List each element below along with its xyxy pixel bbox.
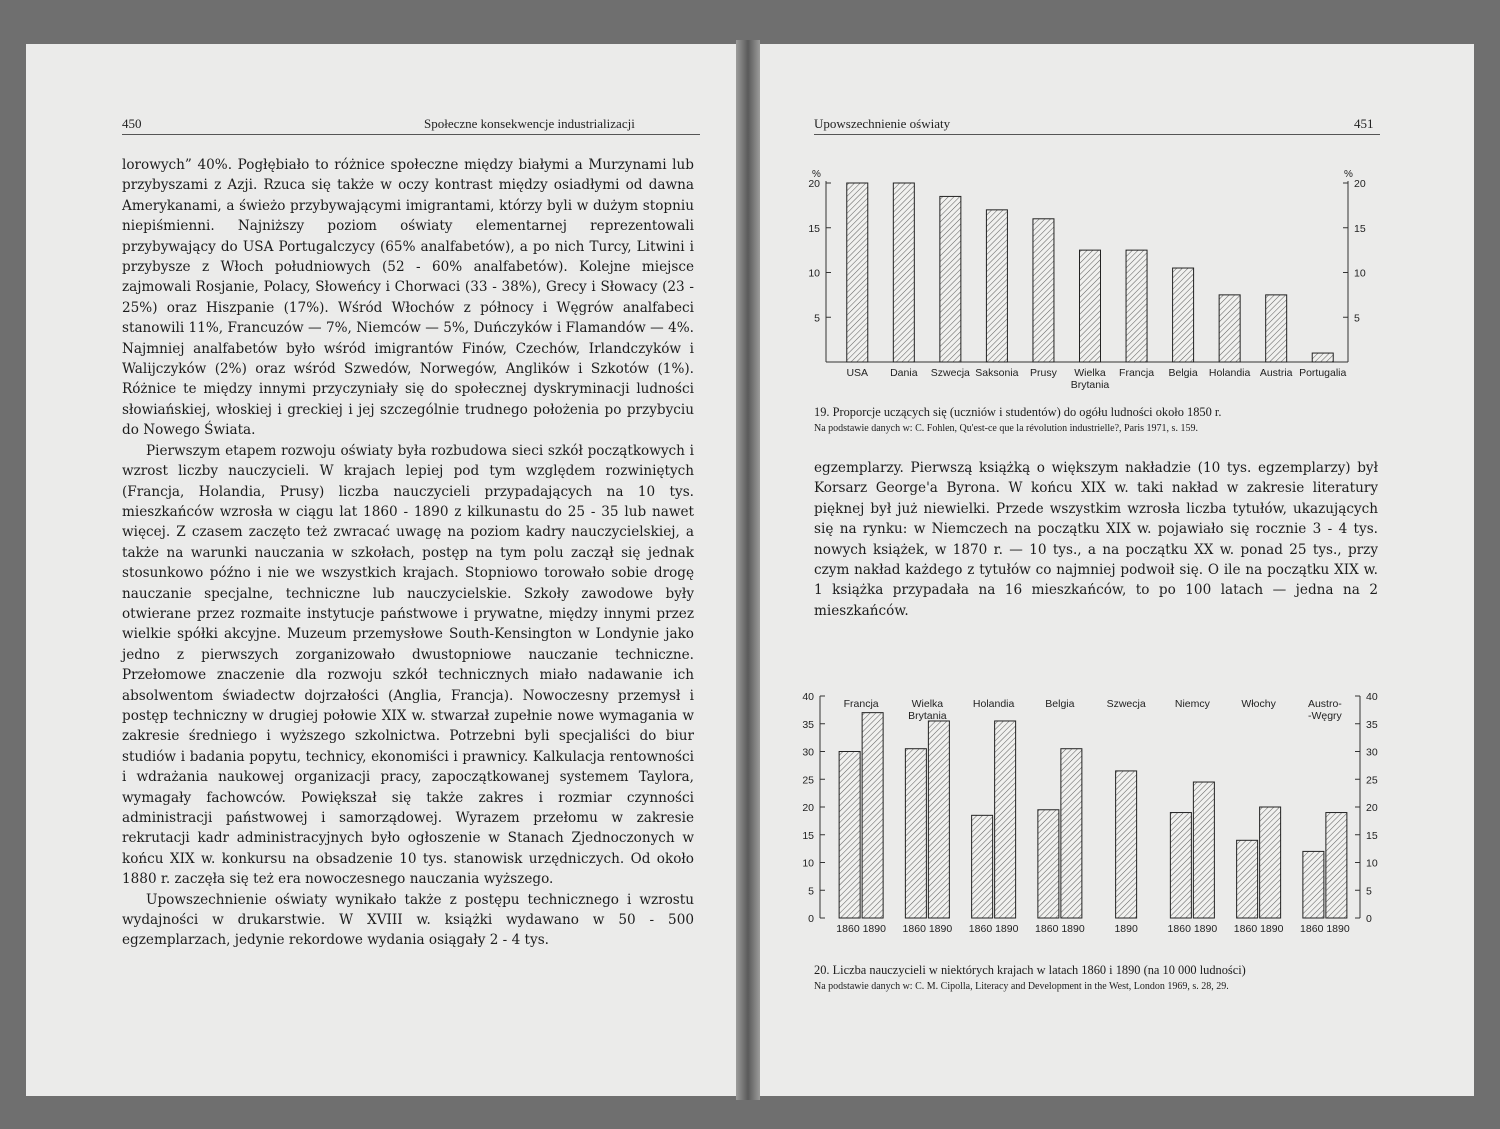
y-tick-label-left: 20 bbox=[802, 802, 814, 814]
bar bbox=[893, 183, 914, 362]
group-label: Wielka bbox=[911, 698, 944, 710]
y-tick-label-right: 20 bbox=[1366, 802, 1378, 814]
x-tick-label: Portugalia bbox=[1299, 367, 1347, 379]
chart-19-svg bbox=[794, 164, 1384, 394]
x-tick-label: Saksonia bbox=[975, 367, 1019, 379]
figure-19-chart bbox=[794, 164, 1384, 398]
figure-19-caption-block bbox=[814, 404, 1380, 435]
x-tick-label: 1860 1890 bbox=[836, 923, 886, 935]
y-tick-label-left: 20 bbox=[808, 178, 820, 190]
chart-20-svg bbox=[790, 640, 1390, 945]
group-label: Brytania bbox=[908, 710, 947, 722]
bar bbox=[1080, 250, 1101, 362]
bar-1890 bbox=[995, 721, 1016, 918]
y-tick-label-right: 25 bbox=[1366, 774, 1378, 787]
group-label: Austro- bbox=[1307, 698, 1342, 710]
paragraph: lorowych” 40%. Pogłębiało to różnice społeczne między białymi a Murzynami lub przybyszami z Azji. Rzuca się także w oczy kontrast między osiadłymi od dawna Amerykanami, a świeżo przybywającymi imigrantami, którzy byli w dużym stopniu niepiśmienni. Najniższy poziom oświaty elementarnej reprezentowali przybywający do USA Portugalczycy (65% analfabetów), a po nich Turcy, Litwini i przybysze z Włoch południowych (52 - 60% analfabetów). Kolejne miejsce zajmowali Rosjanie, Polacy, Słoweńcy i Chorwaci (33 - 38%), Grecy i Słowacy (23 - 25%) oraz Hiszpanie (17%). Wśród Włochów z północy i Węgrów analfabeci stanowili 11%, Francuzów — 7%, Niemców — 5%, Duńczyków i Flamandów — 4%. Najmniej analfabetów było wśród imigrantów Finów, Czechów, Irlandczyków i Walijczyków (2%) oraz wśród Szwedów, Norwegów, Anglików i Szkotów (1%). Różnice te między innymi przyczyniały się do społecznej dyskryminacji ludności słowiańskiej, włoskiej i greckiej i jej szczególnie trudnego położenia po przybyciu do Nowego Świata. bbox=[122, 157, 694, 439]
x-tick-label: 1890 bbox=[1114, 923, 1138, 935]
y-tick-label-left: 30 bbox=[802, 746, 814, 759]
x-tick-label: Austria bbox=[1259, 367, 1293, 379]
y-unit-label-right: % bbox=[1344, 169, 1353, 180]
y-tick-label-right: 5 bbox=[1354, 312, 1360, 325]
y-tick-label-right: 10 bbox=[1366, 857, 1378, 870]
x-tick-label: 1860 1890 bbox=[1233, 923, 1284, 935]
bar-1860 bbox=[1038, 810, 1059, 918]
x-tick-label: Brytania bbox=[1070, 379, 1110, 391]
figure-19-caption: 19. Proporcje uczących się (uczniów i studentów) do ogółu ludności około 1850 r. bbox=[814, 405, 1222, 419]
y-tick-label-left: 5 bbox=[808, 885, 814, 898]
bar-1890 bbox=[1260, 807, 1281, 918]
bar-1860 bbox=[1303, 851, 1324, 918]
bar bbox=[1173, 268, 1194, 362]
bar-1890 bbox=[862, 713, 883, 918]
x-tick-label: 1860 1890 bbox=[902, 923, 953, 935]
bar bbox=[1033, 219, 1054, 362]
bar-1860 bbox=[1237, 840, 1258, 918]
running-title-right: Upowszechnienie oświaty bbox=[814, 116, 951, 131]
x-tick-label: Wielka bbox=[1074, 367, 1106, 379]
page-number-left: 450 bbox=[122, 116, 142, 131]
header-rule bbox=[814, 134, 1380, 135]
y-tick-label-left: 15 bbox=[808, 222, 820, 235]
y-tick-label-right: 15 bbox=[1354, 222, 1366, 235]
bar-1860 bbox=[839, 752, 860, 919]
bar-1860 bbox=[972, 815, 993, 918]
y-tick-label-left: 10 bbox=[802, 857, 814, 870]
y-tick-label-right: 35 bbox=[1366, 718, 1378, 731]
y-tick-label-right: 15 bbox=[1366, 829, 1378, 842]
y-tick-label-left: 35 bbox=[802, 718, 814, 731]
right-body-text bbox=[814, 458, 1378, 621]
bar bbox=[1219, 295, 1240, 362]
y-tick-label-right: 30 bbox=[1366, 746, 1378, 759]
y-tick-label-left: 25 bbox=[802, 774, 814, 787]
group-label: Belgia bbox=[1045, 698, 1075, 710]
bar bbox=[986, 210, 1007, 362]
bar-1890 bbox=[1326, 813, 1347, 918]
group-label: Niemcy bbox=[1174, 698, 1210, 710]
x-tick-label: 1860 1890 bbox=[1167, 923, 1218, 935]
y-unit-label-left: % bbox=[812, 169, 821, 180]
group-label: Holandia bbox=[972, 698, 1015, 710]
bar bbox=[1266, 295, 1287, 362]
x-tick-label: USA bbox=[846, 367, 869, 379]
y-tick-label-left: 40 bbox=[802, 691, 814, 703]
bar-1890 bbox=[1061, 749, 1082, 918]
y-tick-label-right: 40 bbox=[1366, 691, 1378, 703]
left-page bbox=[26, 44, 736, 1096]
paragraph: Upowszechnienie oświaty wynikało także z postępu technicznego i wzrostu wydajności w drukarstwie. W XVIII w. książki wydawano w 50 - 500 egzemplarzach, jedynie rekordowe wydania osiągały 2 - 4 tys. bbox=[122, 891, 694, 949]
x-tick-label: Francja bbox=[1119, 367, 1155, 379]
x-tick-label: Prusy bbox=[1030, 367, 1057, 379]
x-tick-label: Holandia bbox=[1208, 367, 1251, 379]
y-tick-label-left: 10 bbox=[808, 267, 820, 280]
x-tick-label: Belgia bbox=[1168, 367, 1198, 379]
bar-1890 bbox=[1193, 782, 1214, 918]
paragraph: egzemplarzy. Pierwszą książką o większym nakładzie (10 tys. egzemplarzy) był Korsarz George'a Byrona. W końcu XIX w. taki nakład w zakresie literatury pięknej był już niewielki. Przede wszystkim wzrosła liczba tytułów, ukazujących się na rynku: w Niemczech na początku XIX w. pojawiało się rocznie 3 - 4 tys. nowych książek, w 1870 r. — 10 tys., a na początku XX w. ponad 25 tys., przy czym nakład każdego z tytułów co najmniej podwoił się. O ile na początku XIX w. 1 książka przypadała na 16 mieszkańców, to po 100 latach — jedna na 2 mieszkańców. bbox=[814, 460, 1378, 619]
book-gutter bbox=[736, 40, 760, 1100]
left-body-text bbox=[122, 155, 694, 951]
group-label: Szwecja bbox=[1106, 698, 1146, 710]
x-tick-label: Dania bbox=[890, 367, 918, 379]
group-label: Włochy bbox=[1241, 698, 1276, 710]
figure-20-caption: 20. Liczba nauczycieli w niektórych krajach w latach 1860 i 1890 (na 10 000 ludności) bbox=[814, 963, 1246, 977]
figure-20-caption-block bbox=[814, 962, 1380, 993]
figure-20-source: Na podstawie danych w: C. M. Cipolla, Literacy and Development in the West, London 1969, s. 28, 29. bbox=[814, 981, 1229, 992]
y-tick-label-left: 5 bbox=[814, 312, 820, 325]
y-tick-label-right: 20 bbox=[1354, 178, 1366, 190]
page-number-right: 451 bbox=[1354, 116, 1374, 131]
group-label: -Węgry bbox=[1307, 710, 1342, 722]
x-tick-label: Szwecja bbox=[930, 367, 970, 379]
x-tick-label: 1860 1890 bbox=[1035, 923, 1085, 935]
figure-20-chart bbox=[790, 640, 1390, 949]
right-page bbox=[760, 44, 1474, 1096]
x-tick-label: 1860 1890 bbox=[968, 923, 1019, 935]
group-label: Francja bbox=[843, 698, 879, 710]
x-tick-label: 1860 1890 bbox=[1300, 923, 1350, 935]
bar-1860 bbox=[1170, 813, 1191, 918]
bar bbox=[1126, 250, 1147, 362]
y-tick-label-left: 0 bbox=[808, 913, 814, 925]
running-title-left: Społeczne konsekwencje industrializacji bbox=[424, 116, 635, 131]
figure-19-source: Na podstawie danych w: C. Fohlen, Qu'est-ce que la révolution industrielle?, Paris 1971, s. 159. bbox=[814, 423, 1198, 434]
y-tick-label-right: 0 bbox=[1366, 913, 1372, 925]
bar bbox=[1312, 353, 1333, 362]
y-tick-label-right: 5 bbox=[1366, 885, 1372, 898]
bar-1890 bbox=[1116, 771, 1137, 918]
header-rule bbox=[122, 134, 700, 135]
paragraph: Pierwszym etapem rozwoju oświaty była rozbudowa sieci szkół początkowych i wzrost liczby nauczycieli. W krajach lepiej pod tym względem rozwiniętych (Francja, Holandia, Prusy) liczba nauczycieli przypadających na 10 tys. mieszkańców wzrosła w ciągu lat 1860 - 1890 z kilkunastu do 25 - 35 lub nawet więcej. Z czasem zaczęto też zwracać uwagę na poziom kadry nauczycielskiej, a także na warunki nauczania w szkołach, postęp na tym polu zaczął się jednak stosunkowo późno i nie we wszystkich krajach. Stopniowo torowało sobie drogę nauczanie specjalne, techniczne lub nauczycielskie. Szkoły zawodowe były otwierane przez rozmaite instytucje państwowe i prywatne, między innymi przez wielkie spółki akcyjne. Muzeum przemysłowe South-Kensington w Londynie jako jedno z pierwszych zorganizowało dwustopniowe nauczanie techniczne. Przełomowe znaczenie dla rozwoju szkół technicznych miało nadawanie ich absolwentom świadectw dojrzałości (Anglia, Francja). Nowoczesny przemysł i postęp techniczny w drugiej połowie XIX w. stwarzał zupełnie nowe wymagania w zakresie średniego i wyższego szkolnictwa. Potrzebni byli specjaliści do biur studiów i badania popytu, technicy, ekonomiści i prawnicy. Kalkulacja rentowności i wdrażania naukowej organizacji pracy, zapoczątkowanej systemem Taylora, wymagały fachowców. Powiększał się także zakres i rozmiar czynności administracji państwowej i samorządowej. Wyrazem przełomu w zakresie rekrutacji kadr administracyjnych było ogłoszenie w Stanach Zjednoczonych w końcu XIX w. konkursu na obsadzenie 10 tys. stanowisk urzędniczych. Od około 1880 r. zaczęła się też era nowoczesnego nauczania wyższego. bbox=[122, 442, 694, 888]
bar bbox=[940, 196, 961, 362]
y-tick-label-right: 10 bbox=[1354, 267, 1366, 280]
bar bbox=[847, 183, 868, 362]
bar-1890 bbox=[928, 721, 949, 918]
y-tick-label-left: 15 bbox=[802, 829, 814, 842]
bar-1860 bbox=[905, 749, 926, 918]
